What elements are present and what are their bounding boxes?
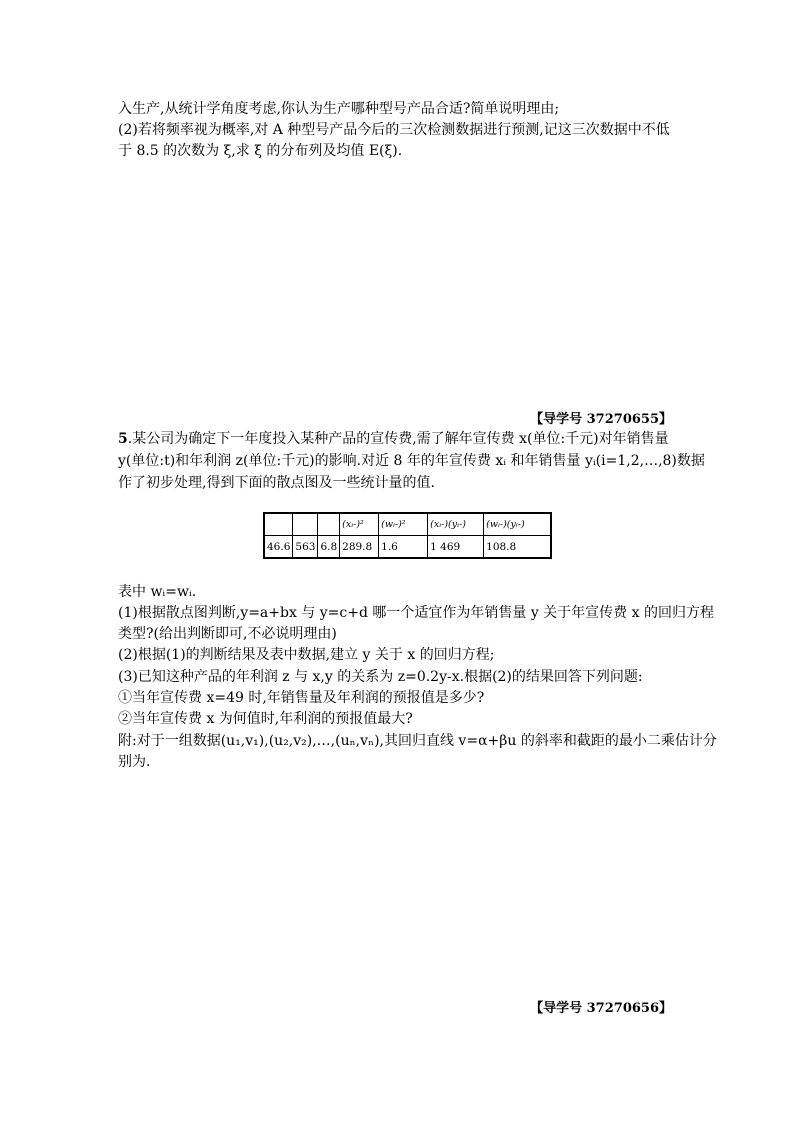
table-header-cell: (wᵢ-)²: [379, 513, 428, 536]
continuation-line-2: (2)若将频率视为概率,对 A 种型号产品今后的三次检测数据进行预测,记这三次数据中不低: [118, 122, 670, 138]
table-cell: 46.6: [264, 536, 293, 559]
table-note: 表中 wᵢ=wᵢ.: [118, 584, 197, 600]
table-cell: 6.8: [318, 536, 340, 559]
continuation-line-3: 于 8.5 的次数为 ξ,求 ξ 的分布列及均值 E(ξ).: [118, 143, 403, 159]
question-line-1: (1)根据散点图判断,y=a+bx 与 y=c+d 哪一个适宜作为年销售量 y 关于年宣传费 x 的回归方程: [118, 605, 714, 621]
appendix-line-2: 别为.: [118, 754, 151, 770]
problem-5-line-2: y(单位:t)和年利润 z(单位:千元)的影响.对近 8 年的年宣传费 xᵢ 和年销售量 yᵢ(i=1,2,…,8)数据: [118, 453, 705, 469]
continuation-line-1: 入生产,从统计学角度考虑,你认为生产哪种型号产品合适?简单说明理由;: [118, 101, 560, 117]
question-line-6: ②当年宣传费 x 为何值时,年利润的预报值最大?: [118, 711, 413, 727]
problem-number: 5: [118, 431, 128, 447]
table-cell: 1.6: [379, 536, 428, 559]
table-cell: 289.8: [340, 536, 379, 559]
statistics-table: [263, 512, 552, 559]
question-line-2: 类型?(给出判断即可,不必说明理由): [118, 626, 337, 642]
table-header-cell: [264, 513, 293, 536]
table-header-row: [264, 513, 551, 536]
table-header-cell: (wᵢ-)(yᵢ-): [484, 513, 552, 536]
table-header-cell: (xᵢ-)²: [340, 513, 379, 536]
question-line-3: (2)根据(1)的判断结果及表中数据,建立 y 关于 x 的回归方程;: [118, 647, 495, 663]
table-header-cell: (xᵢ-)(yᵢ-): [428, 513, 484, 536]
table-cell: 1 469: [428, 536, 484, 559]
table-cell: 563: [293, 536, 318, 559]
question-line-4: (3)已知这种产品的年利润 z 与 x,y 的关系为 z=0.2y-x.根据(2)的结果回答下列问题:: [118, 669, 643, 685]
reference-number-2: 【导学号 37270656】: [530, 1001, 672, 1016]
problem-5-line-3: 作了初步处理,得到下面的散点图及一些统计量的值.: [118, 475, 435, 491]
table-row: [264, 536, 551, 559]
question-line-5: ①当年宣传费 x=49 时,年销售量及年利润的预报值是多少?: [118, 690, 485, 706]
table-header-cell: [293, 513, 318, 536]
appendix-line-1: 附:对于一组数据(u₁,v₁),(u₂,v₂),…,(uₙ,vₙ),其回归直线 v=α+βu 的斜率和截距的最小二乘估计分: [118, 733, 717, 749]
table-cell: 108.8: [484, 536, 552, 559]
problem-5-line-1: [118, 429, 669, 449]
problem-5-intro-text-1: .某公司为确定下一年度投入某种产品的宣传费,需了解年宣传费 x(单位:千元)对年销售量: [127, 431, 669, 447]
reference-number-1: 【导学号 37270655】: [530, 412, 672, 427]
table-header-cell: [318, 513, 340, 536]
